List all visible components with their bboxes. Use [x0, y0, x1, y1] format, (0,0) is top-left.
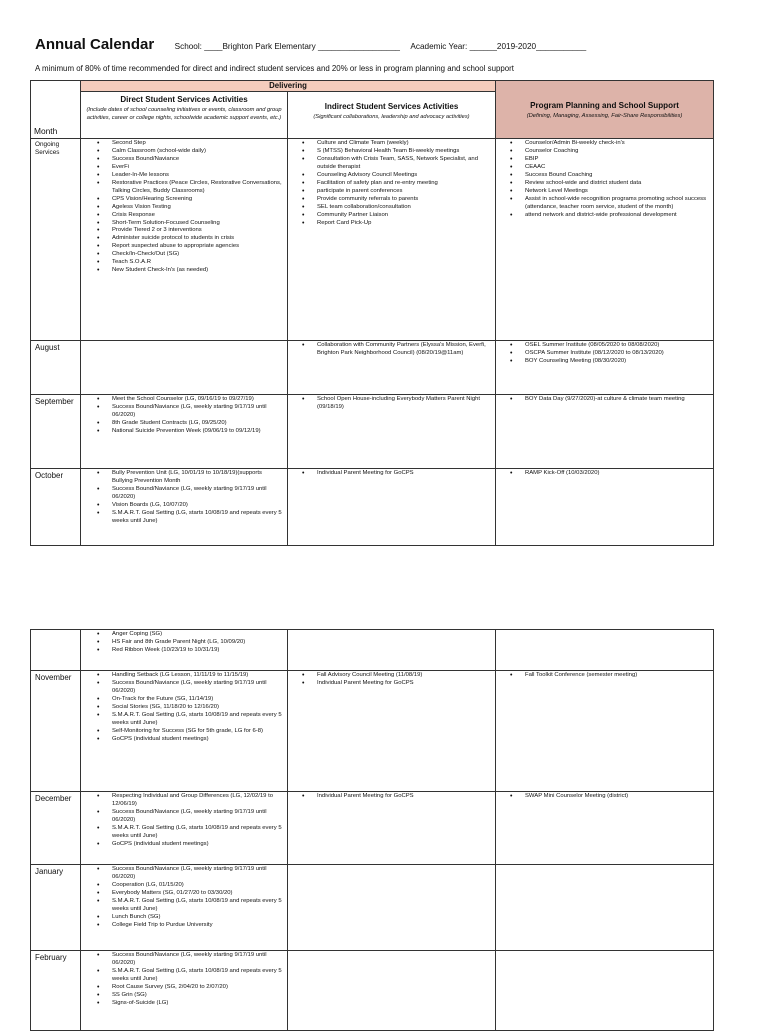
- list-item: • Handling Setback (LG Lesson, 11/11/19 to 11/15/19): [112, 672, 284, 680]
- list-item: • Report Card Pick-Up: [317, 220, 492, 228]
- indirect-cell: [288, 395, 496, 469]
- list-item: • Counselor Coaching: [525, 148, 710, 156]
- list-item: • S.M.A.R.T. Goal Setting (LG, starts 10/08/19 and repeats every 5 weeks until June): [112, 898, 284, 914]
- list-item: • OSCPA Summer Institute (08/12/2020 to 08/13/2020): [525, 350, 710, 358]
- list-item: • On-Track for the Future (SG, 11/14/19): [112, 696, 284, 704]
- program-cell: [496, 671, 714, 792]
- list-item: • SWAP Mini Counselor Meeting (district): [525, 793, 710, 801]
- list-item: • S.M.A.R.T. Goal Setting (LG, starts 10/08/19 and repeats every 5 weeks until June): [112, 825, 284, 841]
- bullet-list: [499, 342, 710, 366]
- bullet-list: [291, 140, 492, 227]
- list-item: • Short-Term Solution-Focused Counseling: [112, 220, 284, 228]
- list-item: • EverFi: [112, 164, 284, 172]
- indirect-cell: [288, 865, 496, 951]
- month-column-header: Month: [31, 81, 81, 139]
- calendar-table-page-1: [30, 80, 714, 546]
- program-cell: [496, 139, 714, 341]
- bullet-list: [84, 672, 284, 744]
- bullet-list: [84, 470, 284, 526]
- list-item: • Respecting Individual and Group Differences (LG, 12/02/19 to 12/06/19): [112, 793, 284, 809]
- bullet-list: [84, 793, 284, 849]
- list-item: • EBIP: [525, 156, 710, 164]
- list-item: • Check/In-Check/Out (SG): [112, 251, 284, 259]
- list-item: • Anger Coping (SG): [112, 631, 284, 639]
- direct-cell: [81, 341, 288, 395]
- month-label: December: [31, 792, 81, 865]
- list-item: • Meet the School Counselor (LG, 09/16/19 to 09/27/19): [112, 396, 284, 404]
- list-item: • S.M.A.R.T. Goal Setting (LG, starts 10/08/19 and repeats every 5 weeks until June): [112, 510, 284, 526]
- indirect-cell: [288, 139, 496, 341]
- bullet-list: [291, 672, 492, 688]
- list-item: • S.M.A.R.T. Goal Setting (LG, starts 10/08/19 and repeats every 5 weeks until June): [112, 968, 284, 984]
- program-planning-subtitle: (Defining, Managing, Assessing, Fair-Share Responsibilities): [526, 112, 683, 119]
- bullet-list: [84, 140, 284, 275]
- direct-services-header: [81, 92, 288, 139]
- list-item: • National Suicide Prevention Week (09/06/19 to 09/12/19): [112, 428, 284, 436]
- list-item: • Vision Boards (LG, 10/07/20): [112, 502, 284, 510]
- direct-services-subtitle: (Include dates of school counseling initiatives or events, classroom and group activities, career or college nights, schoolwide academic support events, etc.): [86, 107, 282, 121]
- list-item: • Fall Advisory Council Meeting (11/08/19): [317, 672, 492, 680]
- bullet-list: [84, 952, 284, 1008]
- list-item: • Restorative Practices (Peace Circles, Restorative Conversations, Talking Circles, Buddy Classrooms): [112, 180, 284, 196]
- list-item: • Provide Tiered 2 or 3 interventions: [112, 227, 284, 235]
- indirect-cell: [288, 469, 496, 546]
- time-allocation-note: A minimum of 80% of time recommended for direct and indirect student services and 20% or less in program planning and school support: [35, 64, 514, 73]
- list-item: • S.M.A.R.T. Goal Setting (LG, starts 10/08/19 and repeats every 5 weeks until June): [112, 712, 284, 728]
- list-item: • Provide community referrals to parents: [317, 196, 492, 204]
- list-item: • Success Bound/Naviance (LG, weekly starting 9/17/19 until 06/2020): [112, 809, 284, 825]
- list-item: • Success Bound/Naviance (LG, weekly starting 9/17/19 until 06/2020): [112, 404, 284, 420]
- direct-cell: [81, 671, 288, 792]
- indirect-services-title: Indirect Student Services Activities: [324, 102, 459, 111]
- bullet-list: [499, 396, 710, 404]
- bullet-list: [499, 793, 710, 801]
- list-item: • School Open House-including Everybody Matters Parent Night (09/18/19): [317, 396, 492, 412]
- list-item: • Consultation with Crisis Team, SASS, Network Specialist, and outside therapist: [317, 156, 492, 172]
- direct-cell: [81, 951, 288, 1031]
- list-item: • attend network and district-wide professional development: [525, 212, 710, 220]
- program-cell: [496, 630, 714, 671]
- list-item: • RAMP Kick-Off (10/03/2020): [525, 470, 710, 478]
- bullet-list: [499, 140, 710, 220]
- list-item: • Individual Parent Meeting for GoCPS: [317, 793, 492, 801]
- page-title: Annual Calendar: [35, 36, 155, 53]
- list-item: • Review school-wide and district student data: [525, 180, 710, 188]
- list-item: • Crisis Response: [112, 212, 284, 220]
- table-row: [31, 341, 714, 395]
- list-item: • Report suspected abuse to appropriate agencies: [112, 243, 284, 251]
- list-item: • Success Bound/Naviance (LG, weekly starting 9/17/19 until 06/2020): [112, 952, 284, 968]
- month-label: January: [31, 865, 81, 951]
- list-item: • Root Cause Survey (SG, 2/04/20 to 2/07/20): [112, 984, 284, 992]
- list-item: • Cooperation (LG, 01/15/20): [112, 882, 284, 890]
- list-item: • BOY Counseling Meeting (08/30/2020): [525, 358, 710, 366]
- program-planning-title: Program Planning and School Support: [530, 100, 679, 110]
- direct-cell: [81, 469, 288, 546]
- list-item: • Community Partner Liaison: [317, 212, 492, 220]
- list-item: • Signs-of-Suicide (LG): [112, 1000, 284, 1008]
- table-row: [31, 951, 714, 1031]
- list-item: • Individual Parent Meeting for GoCPS: [317, 470, 492, 478]
- list-item: • Individual Parent Meeting for GoCPS: [317, 680, 492, 688]
- bullet-list: [499, 672, 710, 680]
- direct-services-title: Direct Student Services Activities: [120, 95, 248, 104]
- bullet-list: [84, 631, 284, 655]
- indirect-cell: [288, 951, 496, 1031]
- list-item: • Collaboration with Community Partners (Elyssa's Mission, Everfi, Brighton Park Neighborhood Council) (08/20/19@11am): [317, 342, 492, 358]
- list-item: • Counselor/Admin Bi-weekly check-in's: [525, 140, 710, 148]
- bullet-list: [84, 866, 284, 930]
- document-header: [35, 36, 745, 58]
- table-row: [31, 139, 714, 341]
- list-item: • Success Bound/Naviance (LG, weekly starting 9/17/19 until 06/2020): [112, 866, 284, 882]
- list-item: • Network Level Meetings: [525, 188, 710, 196]
- indirect-cell: [288, 630, 496, 671]
- school-field: School: ____Brighton Park Elementary __________________: [174, 42, 400, 51]
- table-row: [31, 671, 714, 792]
- list-item: • Fall Toolkit Conference (semester meeting): [525, 672, 710, 680]
- list-item: • Calm Classroom (school-wide daily): [112, 148, 284, 156]
- month-label: Ongoing Services: [31, 139, 81, 341]
- list-item: • Self-Monitoring for Success (SG for 5th grade, LG for 6-8): [112, 728, 284, 736]
- direct-cell: [81, 865, 288, 951]
- list-item: • GoCPS (individual student meetings): [112, 736, 284, 744]
- indirect-cell: [288, 792, 496, 865]
- list-item: • College Field Trip to Purdue University: [112, 922, 284, 930]
- indirect-services-subtitle: (Significant collaborations, leadership and advocacy activities): [313, 114, 470, 120]
- list-item: • SS Grin (SG): [112, 992, 284, 1000]
- delivering-header: Delivering: [81, 81, 496, 92]
- list-item: • GoCPS (individual student meetings): [112, 841, 284, 849]
- direct-cell: [81, 630, 288, 671]
- month-label-empty: [31, 630, 81, 671]
- list-item: • Culture and Climate Team (weekly): [317, 140, 492, 148]
- list-item: • Success Bound/Naviance (LG, weekly starting 9/17/19 until 06/2020): [112, 680, 284, 696]
- bullet-list: [291, 470, 492, 478]
- indirect-cell: [288, 341, 496, 395]
- bullet-list: [291, 396, 492, 412]
- table-row: [31, 469, 714, 546]
- list-item: • Everybody Matters (SG, 01/27/20 to 03/30/20): [112, 890, 284, 898]
- academic-year-field: Academic Year: ______2019-2020___________: [410, 42, 587, 51]
- list-item: • New Student Check-In's (as needed): [112, 267, 284, 275]
- list-item: • CEAAC: [525, 164, 710, 172]
- program-cell: [496, 469, 714, 546]
- list-item: • Social Stories (SG, 11/18/20 to 12/16/20): [112, 704, 284, 712]
- table-row: [31, 865, 714, 951]
- list-item: • S (MTSS) Behavioral Health Team Bi-weekly meetings: [317, 148, 492, 156]
- program-cell: [496, 395, 714, 469]
- bullet-list: [291, 793, 492, 801]
- table-row: [31, 792, 714, 865]
- list-item: • Success Bound/Naviance (LG, weekly starting 9/17/19 until 06/2020): [112, 486, 284, 502]
- list-item: • Success Bound/Naviance: [112, 156, 284, 164]
- table-row: [31, 630, 714, 671]
- month-label: August: [31, 341, 81, 395]
- list-item: • HS Fair and 8th Grade Parent Night (LG, 10/09/20): [112, 639, 284, 647]
- list-item: • Assist in school-wide recognition programs promoting school success (attendance, teacher room service, student of the month): [525, 196, 710, 212]
- list-item: • Facilitation of safety plan and re-entry meeting: [317, 180, 492, 188]
- list-item: • Second Step: [112, 140, 284, 148]
- list-item: • SEL team collaboration/consultation: [317, 204, 492, 212]
- list-item: • CPS Vision/Hearing Screening: [112, 196, 284, 204]
- indirect-cell: [288, 671, 496, 792]
- program-cell: [496, 792, 714, 865]
- bullet-list: [84, 396, 284, 436]
- program-cell: [496, 951, 714, 1031]
- direct-cell: [81, 792, 288, 865]
- bullet-list: [499, 470, 710, 478]
- list-item: • Administer suicide protocol to students in crisis: [112, 235, 284, 243]
- month-label: February: [31, 951, 81, 1031]
- month-label: November: [31, 671, 81, 792]
- program-planning-header: [496, 81, 714, 139]
- indirect-services-header: [288, 92, 496, 139]
- month-label: September: [31, 395, 81, 469]
- list-item: • Bully Prevention Unit (LG, 10/01/19 to 10/18/19)(supports Bullying Prevention Month: [112, 470, 284, 486]
- calendar-table-page-2: [30, 629, 714, 1031]
- direct-cell: [81, 139, 288, 341]
- month-label: October: [31, 469, 81, 546]
- list-item: • 8th Grade Student Contracts (LG, 09/25/20): [112, 420, 284, 428]
- list-item: • Success Bound Coaching: [525, 172, 710, 180]
- table-row: [31, 395, 714, 469]
- list-item: • Red Ribbon Week (10/23/19 to 10/31/19): [112, 647, 284, 655]
- bullet-list: [291, 342, 492, 358]
- list-item: • OSEL Summer Institute (08/05/2020 to 08/08/2020): [525, 342, 710, 350]
- list-item: • Lunch Bunch (SG): [112, 914, 284, 922]
- list-item: • Ageless Vision Testing: [112, 204, 284, 212]
- list-item: • BOY Data Day (9/27/2020)-at culture & climate team meeting: [525, 396, 710, 404]
- program-cell: [496, 865, 714, 951]
- direct-cell: [81, 395, 288, 469]
- list-item: • participate in parent conferences: [317, 188, 492, 196]
- list-item: • Teach S.O.A.R: [112, 259, 284, 267]
- list-item: • Leader-In-Me lessons: [112, 172, 284, 180]
- program-cell: [496, 341, 714, 395]
- list-item: • Counseling Advisory Council Meetings: [317, 172, 492, 180]
